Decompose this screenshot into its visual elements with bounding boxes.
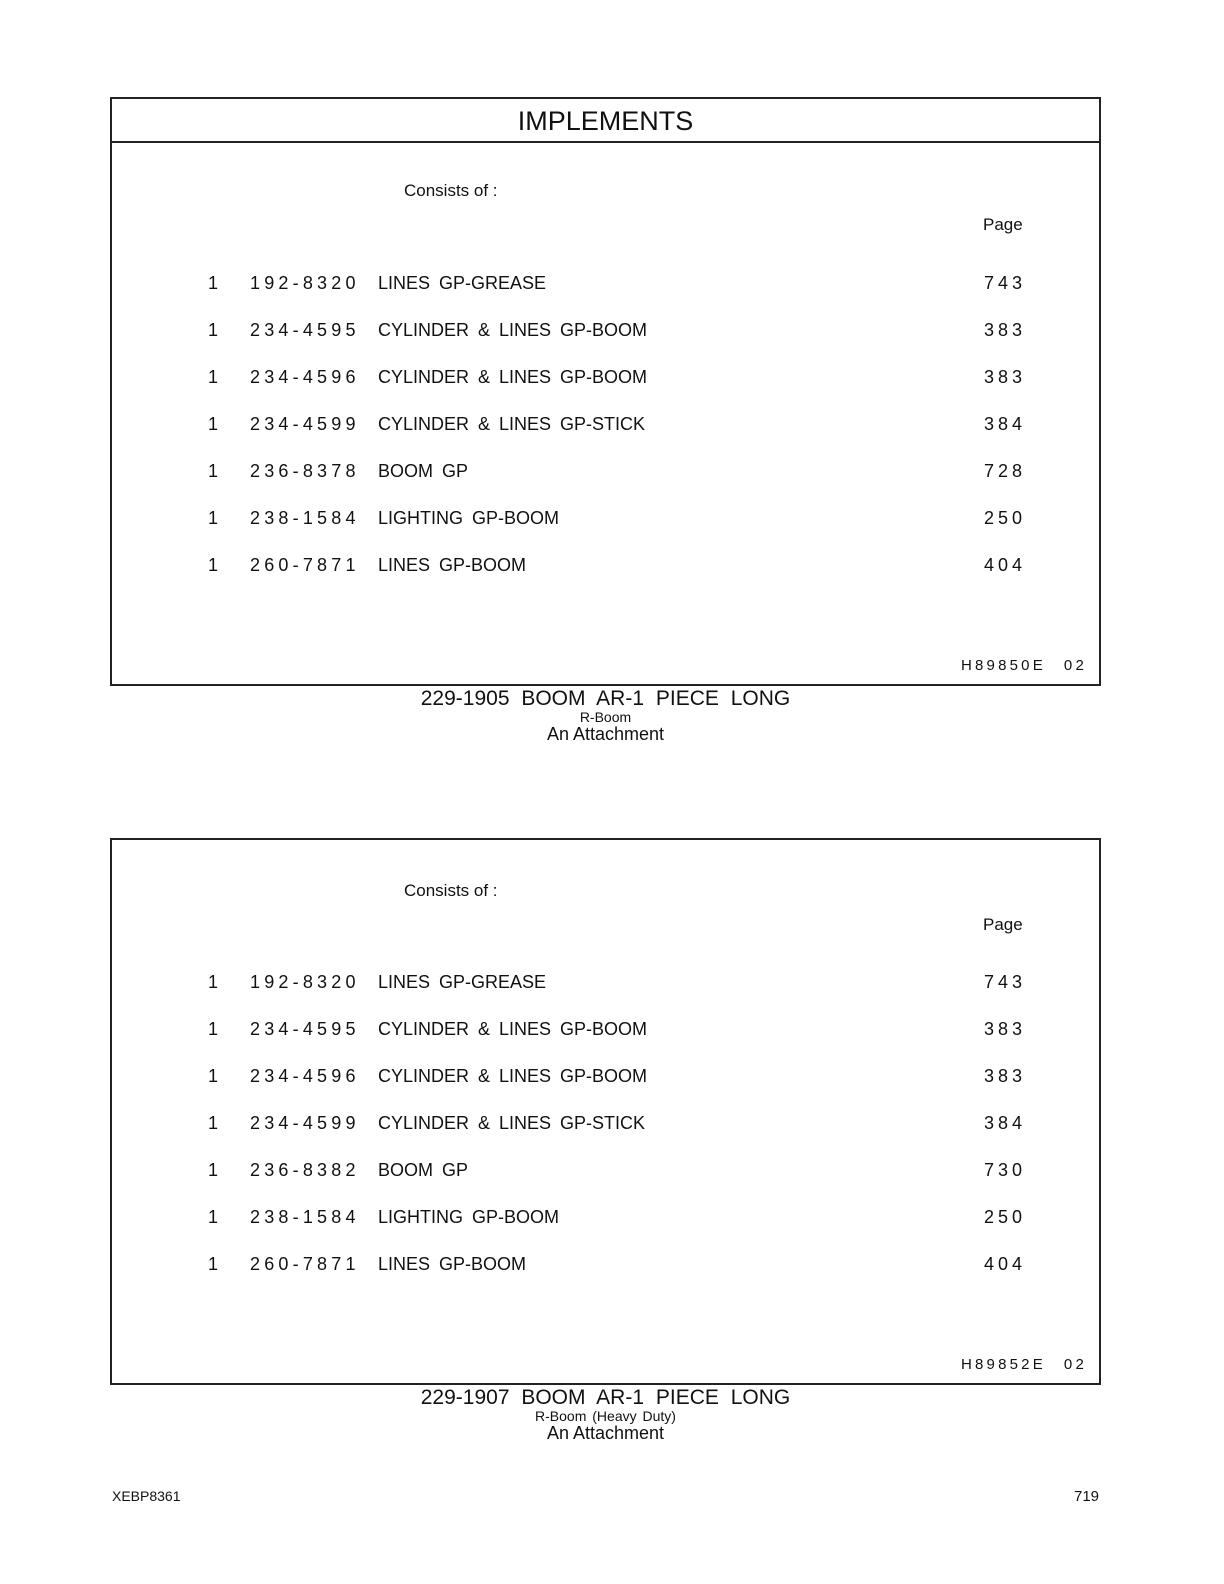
part-number: 234-4599 (250, 1113, 360, 1133)
quantity: 1 (208, 1254, 219, 1274)
part-description: LINES GP-BOOM (378, 1254, 527, 1274)
caption-subtitle: R-Boom (579, 709, 632, 725)
page-reference: 383 (984, 1019, 1027, 1039)
revision-number: 02 (1063, 1356, 1087, 1373)
part-row (112, 320, 1099, 344)
parts-panel-1 (110, 97, 1101, 686)
caption-attachment: An Attachment (546, 1423, 665, 1443)
document-id: XEBP8361 (112, 1488, 181, 1504)
part-description: CYLINDER & LINES GP-BOOM (378, 1066, 648, 1086)
part-row (112, 1254, 1099, 1278)
part-number: 236-8382 (250, 1160, 360, 1180)
page-reference: 383 (984, 1066, 1027, 1086)
quantity: 1 (208, 1207, 219, 1227)
quantity: 1 (208, 1066, 219, 1086)
quantity: 1 (208, 555, 219, 575)
part-description: LINES GP-GREASE (378, 273, 547, 293)
group-caption-1 (110, 688, 1101, 744)
page-reference: 250 (984, 508, 1027, 528)
page-reference: 384 (984, 414, 1027, 434)
quantity: 1 (208, 273, 219, 293)
part-number: 260-7871 (250, 555, 360, 575)
quantity: 1 (208, 367, 219, 387)
caption-attachment: An Attachment (546, 724, 665, 744)
part-description: LINES GP-GREASE (378, 972, 547, 992)
part-row (112, 1066, 1099, 1090)
part-number: 238-1584 (250, 508, 360, 528)
quantity: 1 (208, 1113, 219, 1133)
part-row (112, 414, 1099, 438)
parts-panel-2 (110, 838, 1101, 1385)
group-caption-2 (110, 1387, 1101, 1443)
part-description: CYLINDER & LINES GP-BOOM (378, 320, 648, 340)
page-reference: 743 (984, 972, 1027, 992)
quantity: 1 (208, 461, 219, 481)
page-reference: 404 (984, 555, 1027, 575)
quantity: 1 (208, 1019, 219, 1039)
caption-subtitle: R-Boom (Heavy Duty) (535, 1408, 676, 1424)
part-description: CYLINDER & LINES GP-BOOM (378, 367, 648, 387)
part-description: LIGHTING GP-BOOM (378, 1207, 560, 1227)
part-description: LIGHTING GP-BOOM (378, 508, 560, 528)
page-reference: 743 (984, 273, 1027, 293)
part-description: BOOM GP (378, 1160, 469, 1180)
part-number: 234-4596 (250, 367, 360, 387)
quantity: 1 (208, 1160, 219, 1180)
illustration-id: H89850E (960, 657, 1046, 674)
page-reference: 728 (984, 461, 1027, 481)
page-reference: 383 (984, 320, 1027, 340)
quantity: 1 (208, 320, 219, 340)
part-number: 234-4595 (250, 1019, 360, 1039)
page-reference: 730 (984, 1160, 1027, 1180)
illustration-code (961, 1356, 1087, 1373)
part-description: CYLINDER & LINES GP-STICK (378, 1113, 646, 1133)
page-column-header: Page (983, 215, 1023, 234)
part-row (112, 1113, 1099, 1137)
part-number: 234-4595 (250, 320, 360, 340)
caption-title: 229-1907 BOOM AR-1 PIECE LONG (420, 1386, 791, 1409)
page-reference: 383 (984, 367, 1027, 387)
section-title: IMPLEMENTS (112, 99, 1099, 143)
consists-of-label: Consists of : (404, 881, 498, 900)
page-reference: 250 (984, 1207, 1027, 1227)
part-row (112, 555, 1099, 579)
part-number: 236-8378 (250, 461, 360, 481)
caption-title: 229-1905 BOOM AR-1 PIECE LONG (420, 687, 791, 710)
part-row (112, 1160, 1099, 1184)
part-description: LINES GP-BOOM (378, 555, 527, 575)
part-row (112, 508, 1099, 532)
part-number: 238-1584 (250, 1207, 360, 1227)
part-row (112, 1207, 1099, 1231)
revision-number: 02 (1063, 657, 1087, 674)
part-description: CYLINDER & LINES GP-BOOM (378, 1019, 648, 1039)
page-reference: 384 (984, 1113, 1027, 1133)
page-number: 719 (1074, 1488, 1100, 1505)
consists-of-label: Consists of : (404, 181, 498, 200)
part-row (112, 367, 1099, 391)
part-row (112, 273, 1099, 297)
quantity: 1 (208, 972, 219, 992)
illustration-id: H89852E (960, 1356, 1046, 1373)
quantity: 1 (208, 414, 219, 434)
part-row (112, 972, 1099, 996)
part-number: 260-7871 (250, 1254, 360, 1274)
part-description: CYLINDER & LINES GP-STICK (378, 414, 646, 434)
part-description: BOOM GP (378, 461, 469, 481)
page-column-header: Page (983, 915, 1023, 934)
part-number: 234-4599 (250, 414, 360, 434)
part-row (112, 1019, 1099, 1043)
page-reference: 404 (984, 1254, 1027, 1274)
part-number: 192-8320 (250, 972, 360, 992)
illustration-code (961, 657, 1087, 674)
part-number: 234-4596 (250, 1066, 360, 1086)
part-number: 192-8320 (250, 273, 360, 293)
part-row (112, 461, 1099, 485)
quantity: 1 (208, 508, 219, 528)
